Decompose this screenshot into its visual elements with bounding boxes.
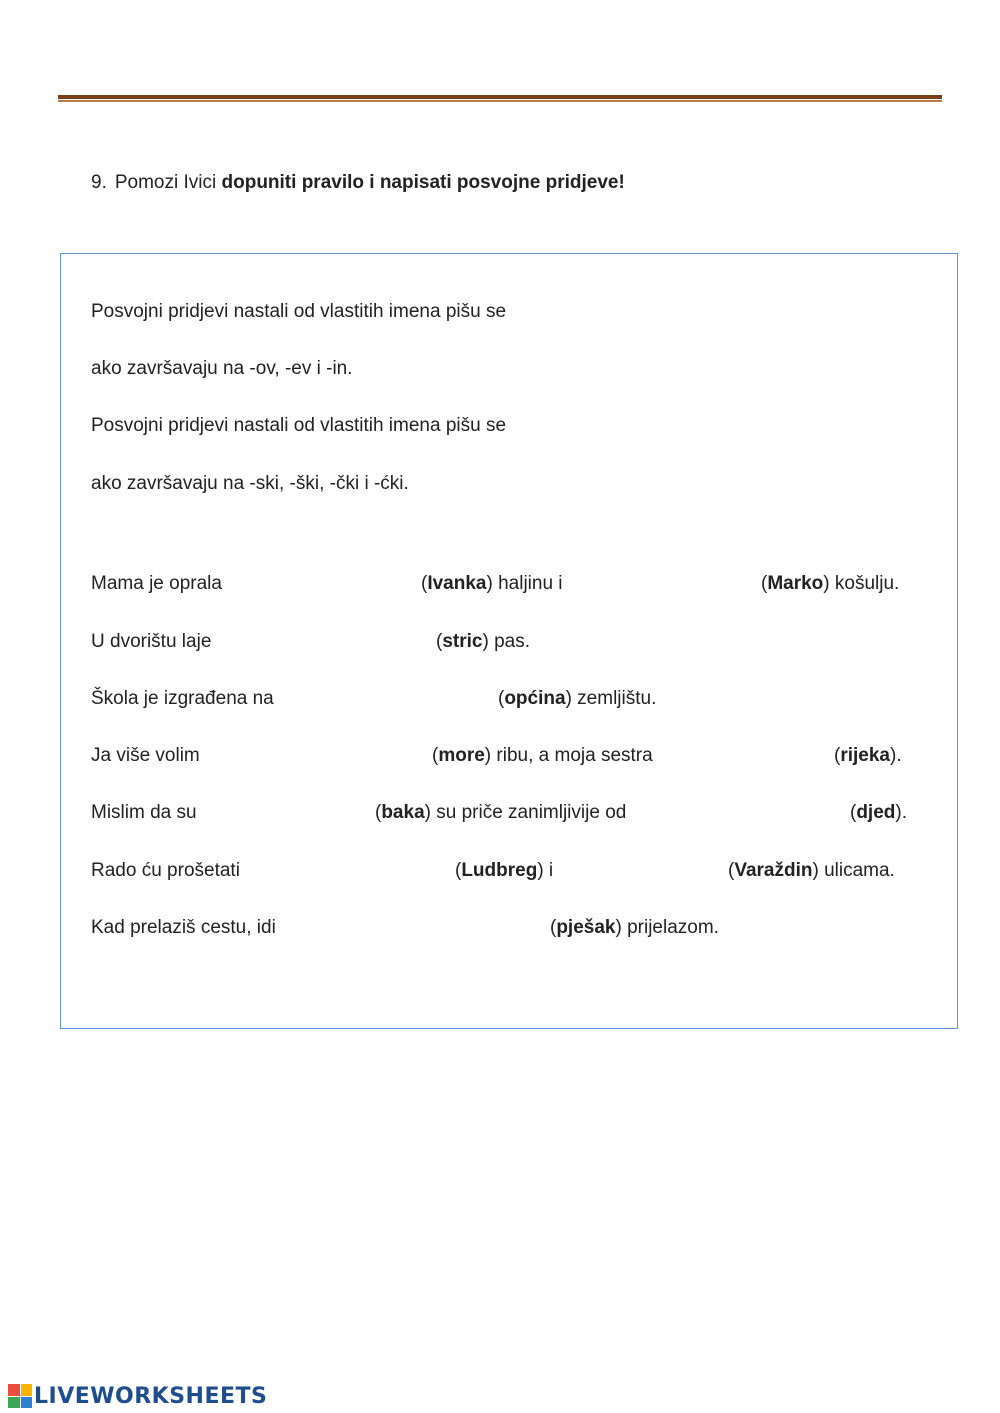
sentence-2-start: U dvorištu laje bbox=[91, 631, 212, 652]
sentence-4-hint-2: (rijeka). bbox=[834, 745, 902, 766]
sentence-3-blank-1[interactable] bbox=[300, 687, 492, 711]
sentence-7-hint-1: (pješak) prijelazom. bbox=[550, 917, 719, 938]
liveworksheets-logo-icon bbox=[8, 1384, 32, 1408]
sentence-6-hint-1: (Ludbreg) i bbox=[455, 860, 554, 881]
rule-line-4: ako završavaju na -ski, -ški, -čki i -ćki. bbox=[91, 473, 409, 494]
brand-name: LIVEWORKSHEETS bbox=[34, 1383, 268, 1409]
sentence-2-blank-1[interactable] bbox=[240, 630, 430, 654]
sentence-1-hint-2: (Marko) košulju. bbox=[761, 573, 900, 594]
sentence-2-hint-1: (stric) pas. bbox=[436, 631, 530, 652]
header-rule bbox=[58, 95, 942, 99]
sentence-6-blank-1[interactable] bbox=[268, 859, 448, 883]
sentence-5-blank-2[interactable] bbox=[668, 801, 843, 825]
sentence-5-blank-1[interactable] bbox=[220, 801, 368, 825]
header-rule-thin bbox=[58, 100, 942, 102]
rule-line-3: Posvojni pridjevi nastali od vlastitih imena pišu se bbox=[91, 415, 507, 436]
sentence-1-hint-1: (Ivanka) haljinu i bbox=[421, 573, 563, 594]
sentence-1-blank-2[interactable] bbox=[592, 572, 756, 596]
sentence-3-start: Škola je izgrađena na bbox=[91, 688, 274, 709]
rule-line-2: ako završavaju na -ov, -ev i -in. bbox=[91, 358, 353, 379]
sentence-4-hint-1: (more) ribu, a moja sestra bbox=[432, 745, 653, 766]
sentence-5-hint-2: (djed). bbox=[850, 802, 907, 823]
sentence-6-blank-2[interactable] bbox=[570, 859, 722, 883]
sentence-7-start: Kad prelaziš cestu, idi bbox=[91, 917, 276, 938]
sentence-5-hint-1: (baka) su priče zanimljivije od bbox=[375, 802, 627, 823]
rule-blank-2[interactable] bbox=[568, 414, 688, 438]
sentence-6-start: Rado ću prošetati bbox=[91, 860, 240, 881]
sentence-1-blank-1[interactable] bbox=[250, 572, 415, 596]
task-bold-text: dopuniti pravilo i napisati posvojne pridjeve! bbox=[221, 172, 625, 193]
liveworksheets-footer bbox=[8, 1382, 267, 1410]
sentence-5-start: Mislim da su bbox=[91, 802, 197, 823]
sentence-4-blank-1[interactable] bbox=[218, 744, 426, 768]
sentence-3-hint-1: (općina) zemljištu. bbox=[498, 688, 657, 709]
rule-blank-1[interactable] bbox=[568, 300, 688, 324]
rule-line-1: Posvojni pridjevi nastali od vlastitih imena pišu se bbox=[91, 301, 507, 322]
sentence-7-blank-1[interactable] bbox=[305, 916, 543, 940]
sentence-6-hint-2: (Varaždin) ulicama. bbox=[728, 860, 895, 881]
task-intro: Pomozi Ivici bbox=[114, 172, 222, 193]
sentence-1-start: Mama je oprala bbox=[91, 573, 222, 594]
task-number: 9. bbox=[91, 172, 107, 193]
sentence-4-start: Ja više volim bbox=[91, 745, 200, 766]
sentence-4-blank-2[interactable] bbox=[690, 744, 828, 768]
task-instruction bbox=[91, 172, 625, 194]
